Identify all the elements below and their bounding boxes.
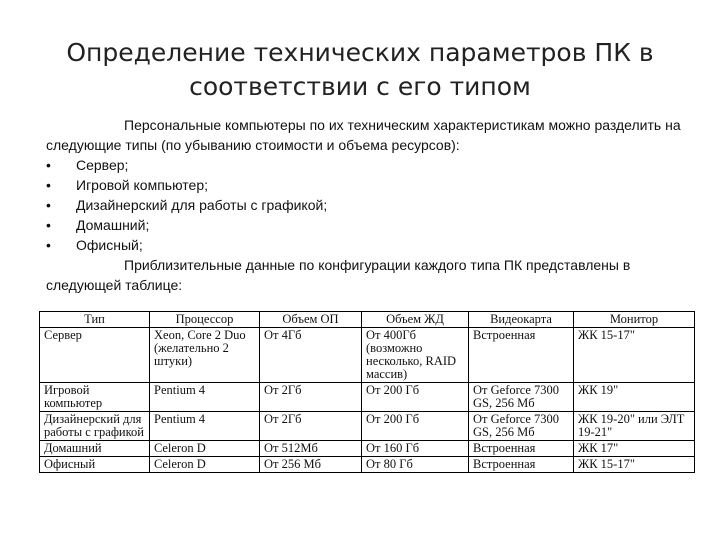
cell-hdd: От 160 Гб xyxy=(362,441,469,457)
list-item-text: Сервер; xyxy=(76,157,129,173)
slide-title-line-2: соответствии с его типом xyxy=(189,72,531,101)
cell-type: Дизайнерский для работы с графикой xyxy=(40,412,150,441)
list-item-text: Игровой компьютер; xyxy=(76,177,208,193)
header-cpu: Процессор xyxy=(150,312,260,328)
cell-ram: От 2Гб xyxy=(260,412,362,441)
cell-gpu: От Geforce 7300 GS, 256 Мб xyxy=(469,383,574,412)
cell-gpu: Встроенная xyxy=(469,441,574,457)
slide-title-line-1: Определение технических параметров ПК в xyxy=(66,38,654,67)
list-item xyxy=(46,155,686,175)
cell-gpu: Встроенная xyxy=(469,457,574,473)
list-item xyxy=(46,195,686,215)
list-item xyxy=(46,235,686,255)
pc-type-list xyxy=(46,155,686,255)
table-row xyxy=(40,328,695,383)
cell-cpu: Pentium 4 xyxy=(150,412,260,441)
pc-config-table xyxy=(39,311,695,473)
cell-cpu: Celeron D xyxy=(150,457,260,473)
cell-hdd: От 200 Гб xyxy=(362,383,469,412)
list-item-text: Дизайнерский для работы с графикой; xyxy=(76,197,328,213)
slide-title xyxy=(40,36,680,104)
cell-ram: От 2Гб xyxy=(260,383,362,412)
list-item xyxy=(46,215,686,235)
header-hdd: Объем ЖД xyxy=(362,312,469,328)
header-type: Тип xyxy=(40,312,150,328)
cell-cpu: Pentium 4 xyxy=(150,383,260,412)
table-row xyxy=(40,457,695,473)
list-item-text: Домашний; xyxy=(76,217,150,233)
cell-type: Игровой компьютер xyxy=(40,383,150,412)
body-text xyxy=(46,115,686,295)
cell-hdd: От 200 Гб xyxy=(362,412,469,441)
bullet-icon: • xyxy=(46,237,51,253)
table-header-row xyxy=(40,312,695,328)
list-item-text: Офисный; xyxy=(76,237,143,253)
cell-type: Сервер xyxy=(40,328,150,383)
cell-monitor: ЖК 15-17" xyxy=(574,328,695,383)
cell-gpu: Встроенная xyxy=(469,328,574,383)
cell-monitor: ЖК 15-17" xyxy=(574,457,695,473)
cell-gpu: От Geforce 7300 GS, 256 Мб xyxy=(469,412,574,441)
cell-monitor: ЖК 19" xyxy=(574,383,695,412)
header-ram: Объем ОП xyxy=(260,312,362,328)
intro-paragraph: Персональные компьютеры по их техническим характеристикам можно разделить на следующие типы (по убыванию стоимости и объема ресурсов): xyxy=(46,117,681,153)
bullet-icon: • xyxy=(46,197,51,213)
cell-cpu: Celeron D xyxy=(150,441,260,457)
table-row xyxy=(40,383,695,412)
cell-cpu: Xeon, Core 2 Duo (желательно 2 штуки) xyxy=(150,328,260,383)
cell-type: Офисный xyxy=(40,457,150,473)
bullet-icon: • xyxy=(46,217,51,233)
cell-type: Домашний xyxy=(40,441,150,457)
outro-paragraph: Приблизительные данные по конфигурации каждого типа ПК представлены в следующей таблице: xyxy=(46,257,631,293)
table-row xyxy=(40,441,695,457)
cell-ram: От 4Гб xyxy=(260,328,362,383)
table-row xyxy=(40,412,695,441)
header-monitor: Монитор xyxy=(574,312,695,328)
bullet-icon: • xyxy=(46,177,51,193)
list-item xyxy=(46,175,686,195)
cell-ram: От 256 Мб xyxy=(260,457,362,473)
cell-ram: От 512Мб xyxy=(260,441,362,457)
cell-hdd: От 400Гб (возможно несколько, RAID массив) xyxy=(362,328,469,383)
header-gpu: Видеокарта xyxy=(469,312,574,328)
bullet-icon: • xyxy=(46,157,51,173)
cell-monitor: ЖК 19-20" или ЭЛТ 19-21" xyxy=(574,412,695,441)
cell-monitor: ЖК 17" xyxy=(574,441,695,457)
cell-hdd: От 80 Гб xyxy=(362,457,469,473)
